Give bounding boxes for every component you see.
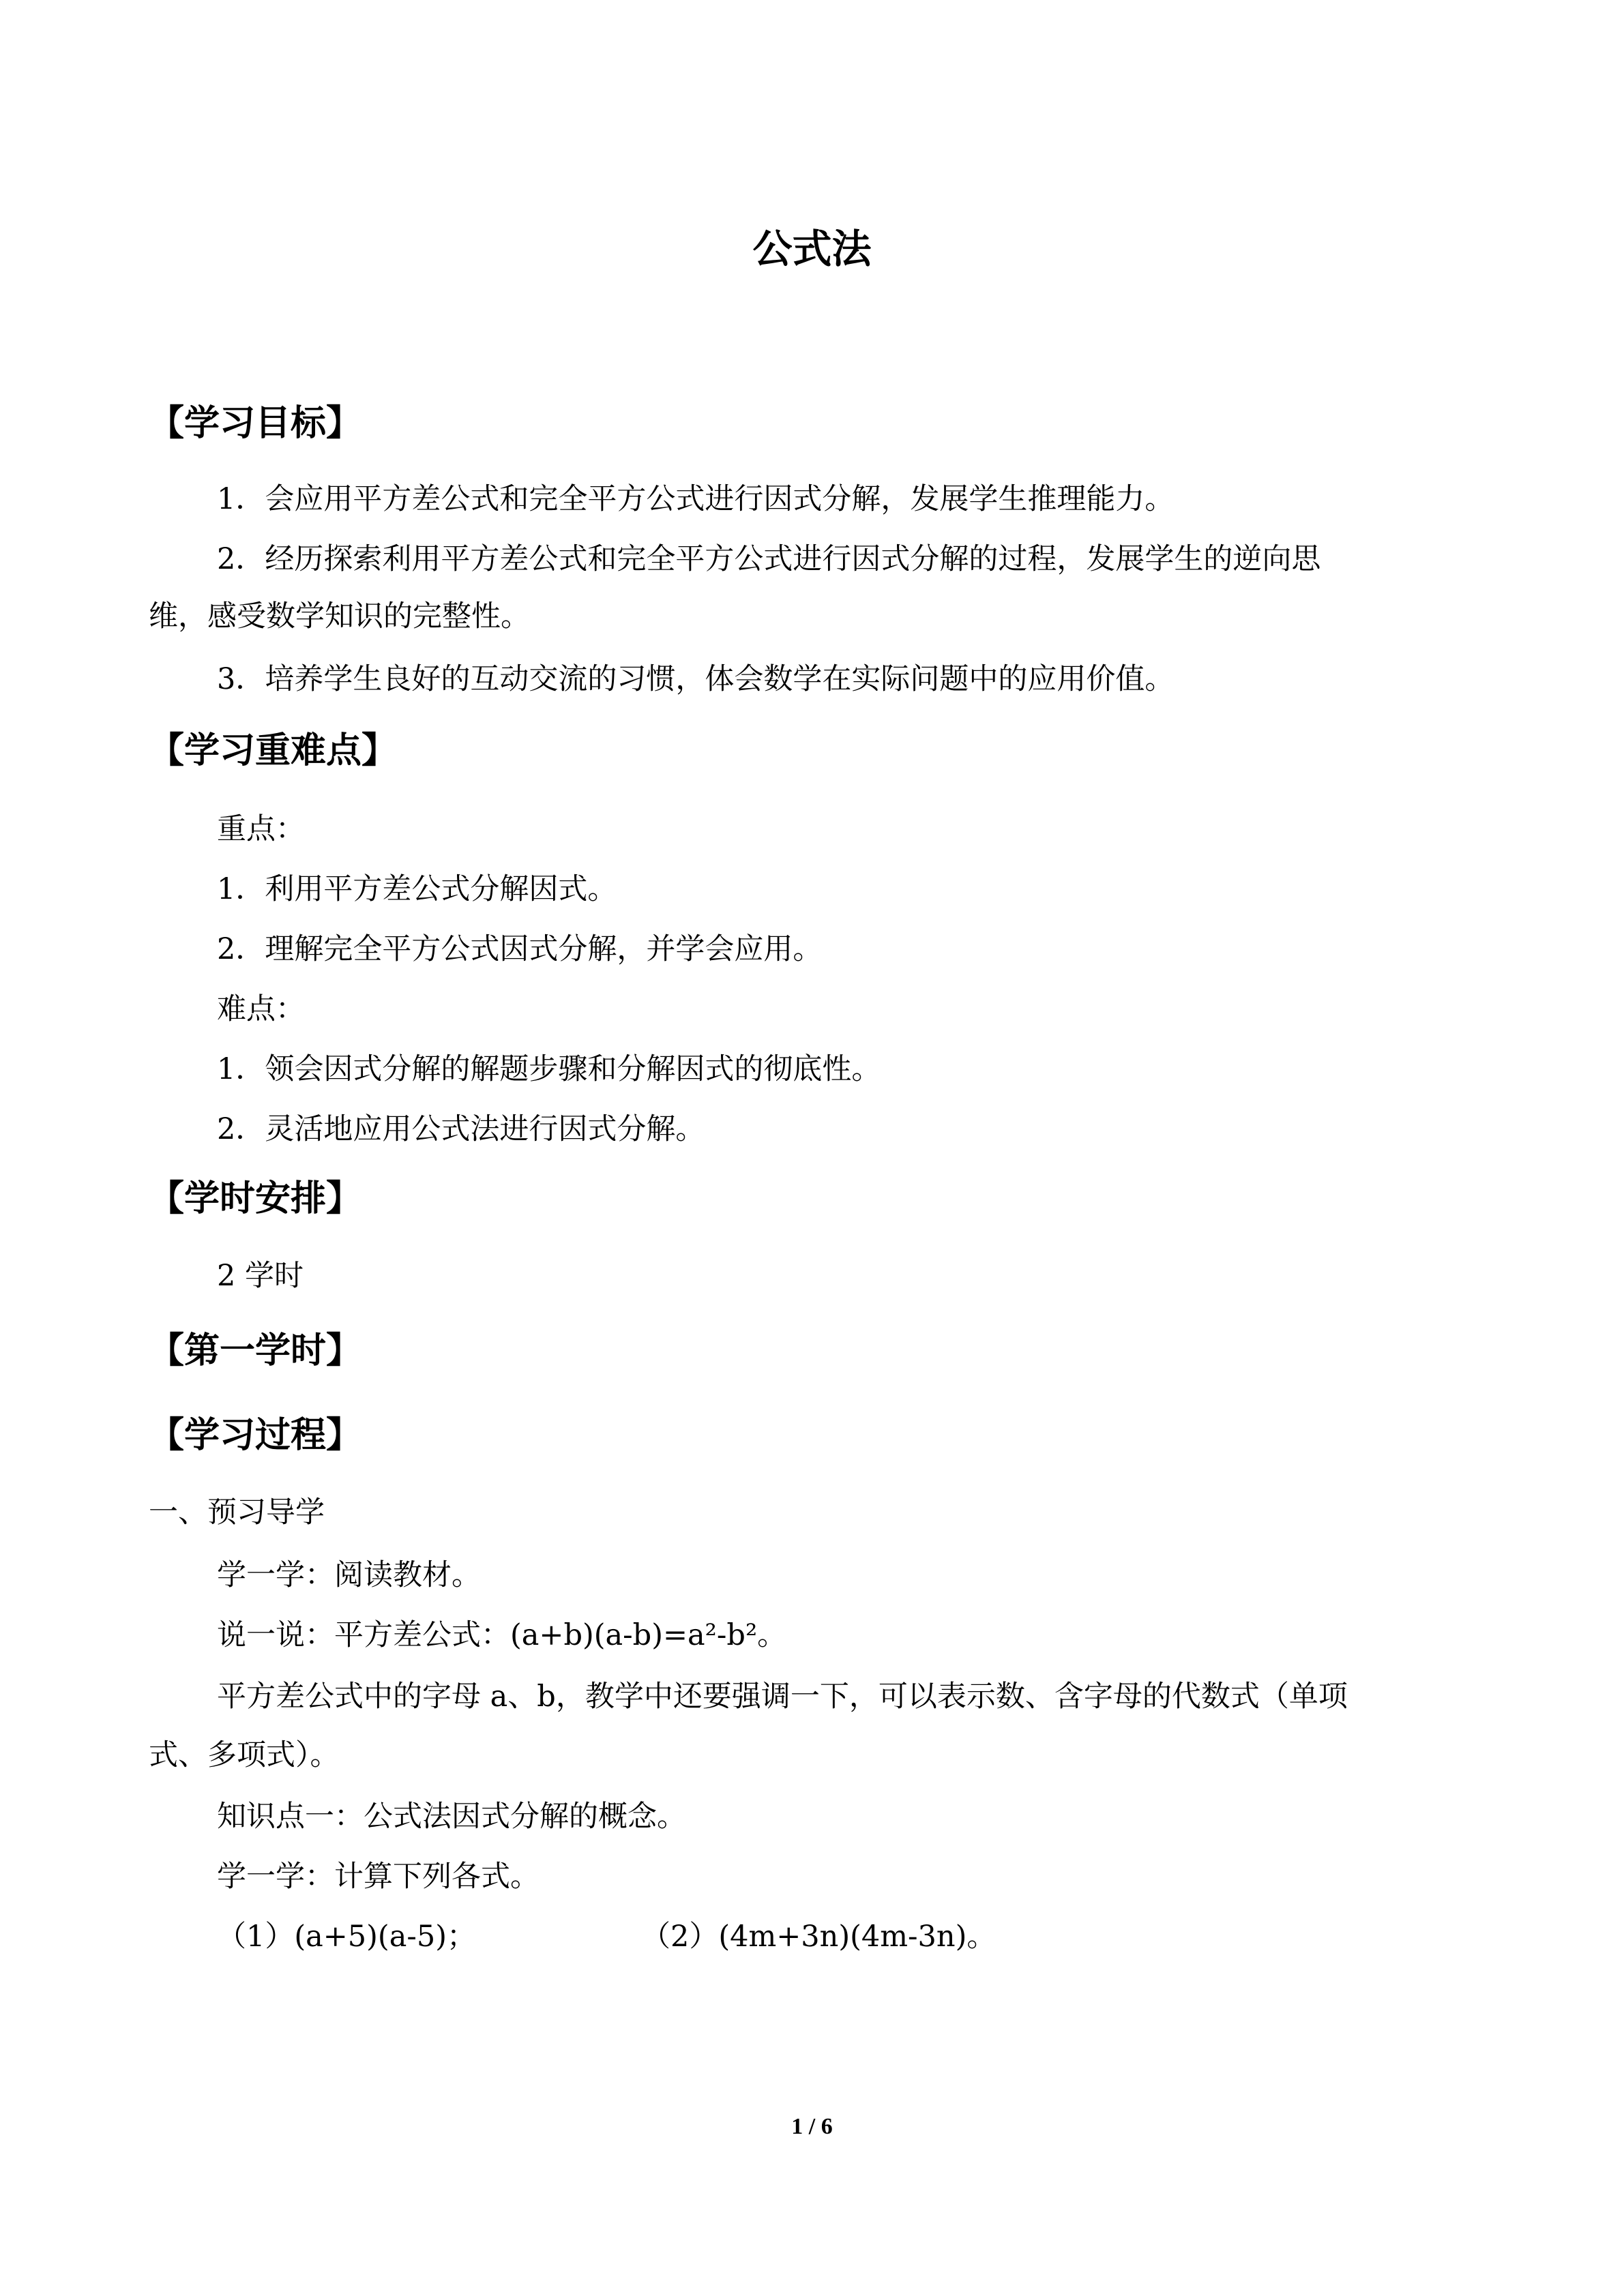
focus-item: 1．利用平方差公式分解因式。 — [217, 872, 617, 906]
exercise-item: （1）(a+5)(a-5)； — [217, 1920, 477, 1954]
goal-item: 3．培养学生良好的互动交流的习惯，体会数学在实际问题中的应用价值。 — [217, 662, 1175, 696]
schedule-value: 2 学时 — [217, 1259, 304, 1293]
page-title: 公式法 — [752, 226, 872, 272]
process-line: 知识点一：公式法因式分解的概念。 — [217, 1800, 686, 1834]
part-heading: 一、预习导学 — [149, 1495, 325, 1530]
heading-schedule: 【学时安排】 — [149, 1178, 362, 1219]
page-number: 1 / 6 — [791, 2114, 833, 2139]
goal-item: 1．会应用平方差公式和完全平方公式进行因式分解，发展学生推理能力。 — [217, 482, 1175, 516]
process-line: 学一学：计算下列各式。 — [217, 1860, 540, 1894]
process-line: 学一学：阅读教材。 — [217, 1558, 481, 1592]
process-line: 平方差公式中的字母 a、b，教学中还要强调一下，可以表示数、含字母的代数式（单项 — [217, 1680, 1348, 1714]
process-line: 说一说：平方差公式：(a+b)(a-b)=a²-b²。 — [217, 1618, 787, 1652]
heading-goals: 【学习目标】 — [149, 403, 362, 444]
goal-item: 2．经历探索利用平方差公式和完全平方公式进行因式分解的过程，发展学生的逆向思 — [217, 542, 1321, 576]
focus-label: 重点： — [217, 812, 305, 846]
process-line: 式、多项式）。 — [149, 1738, 340, 1772]
exercise-item: （2）(4m+3n)(4m-3n)。 — [641, 1920, 996, 1954]
difficulty-label: 难点： — [217, 992, 305, 1026]
difficulty-item: 1．领会因式分解的解题步骤和分解因式的彻底性。 — [217, 1052, 881, 1086]
heading-key-points: 【学习重难点】 — [149, 730, 398, 771]
goal-item: 维，感受数学知识的完整性。 — [149, 599, 530, 633]
heading-first-period: 【第一学时】 — [149, 1330, 362, 1371]
focus-item: 2．理解完全平方公式因式分解，并学会应用。 — [217, 932, 823, 966]
difficulty-item: 2．灵活地应用公式法进行因式分解。 — [217, 1112, 705, 1146]
heading-process: 【学习过程】 — [149, 1415, 362, 1456]
